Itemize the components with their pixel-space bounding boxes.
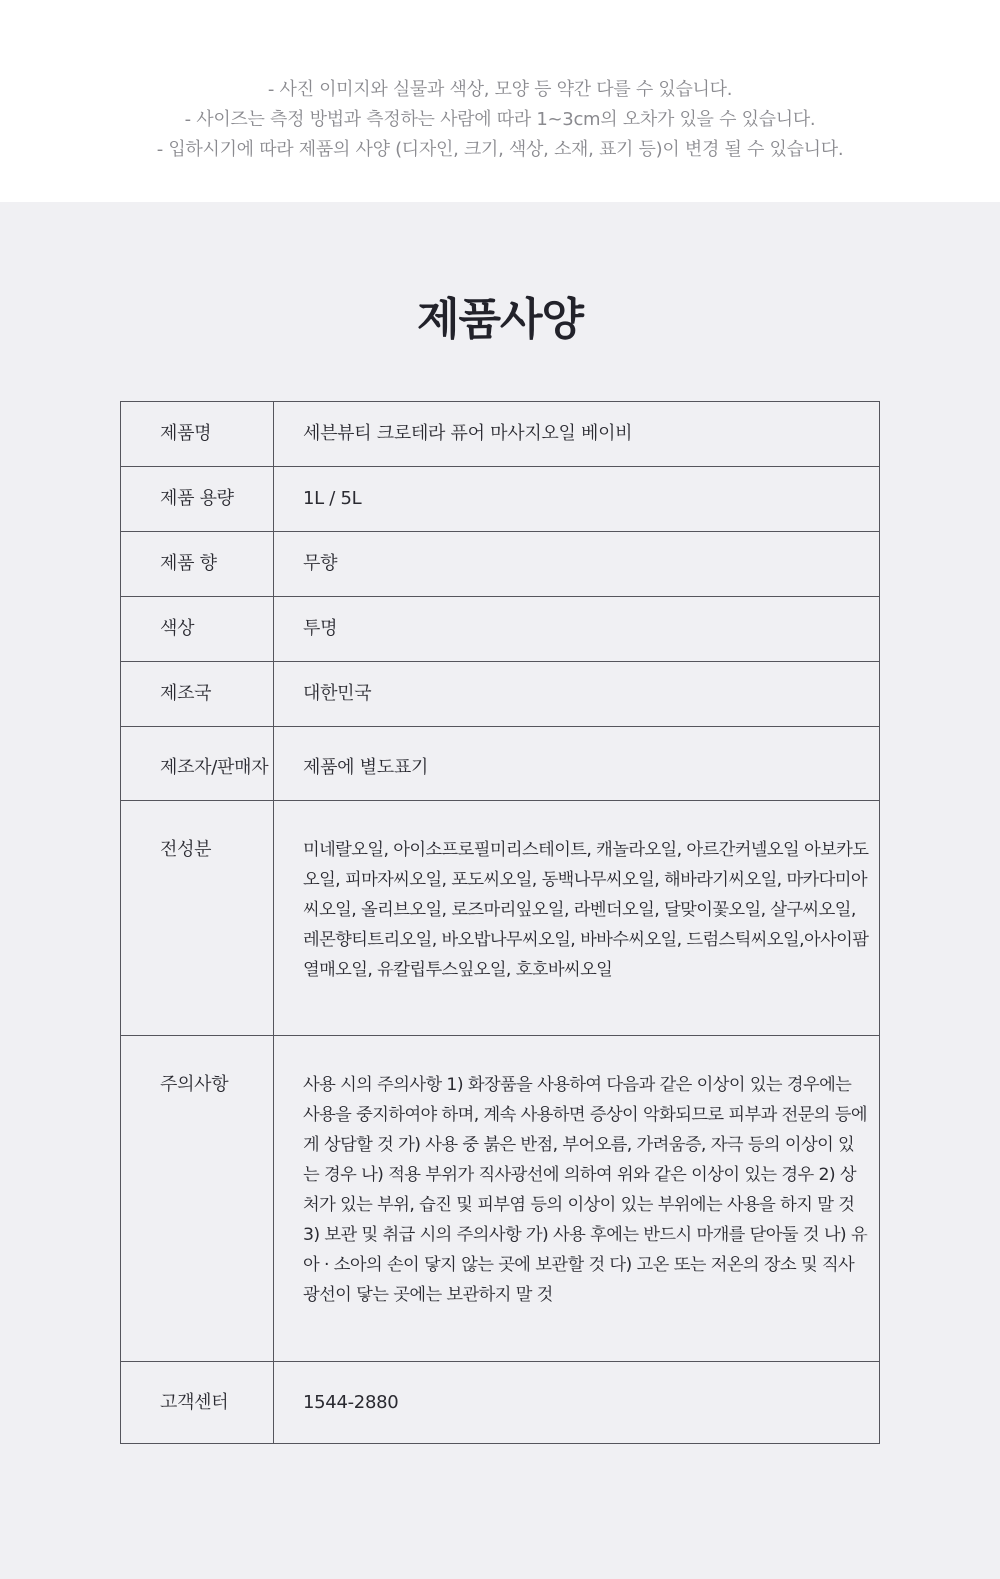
table-row (121, 1362, 880, 1444)
notice-line-spec-change: - 입하시기에 따라 제품의 사양 (디자인, 크기, 색상, 소재, 표기 등)이 변경 될 수 있습니다. (156, 139, 844, 160)
table-row (121, 532, 880, 597)
notice-line-size: - 사이즈는 측정 방법과 측정하는 사람에 따라 1~3cm의 오차가 있을 수 있습니다. (184, 109, 816, 130)
spec-label-scent: 제품 향 (121, 532, 274, 597)
spec-value-country: 대한민국 (274, 662, 880, 727)
spec-label-country: 제조국 (121, 662, 274, 727)
table-row (121, 1036, 880, 1362)
spec-table (120, 401, 880, 1444)
table-row (121, 597, 880, 662)
spec-value-customer-center: 1544-2880 (274, 1362, 880, 1444)
spec-label-precautions: 주의사항 (121, 1036, 274, 1362)
spec-value-volume: 1L / 5L (274, 467, 880, 532)
spec-label-product-name: 제품명 (121, 402, 274, 467)
table-row (121, 662, 880, 727)
table-row (121, 801, 880, 1036)
spec-value-color: 투명 (274, 597, 880, 662)
table-row (121, 727, 880, 801)
spec-value-product-name: 세븐뷰티 크로테라 퓨어 마사지오일 베이비 (274, 402, 880, 467)
table-row (121, 402, 880, 467)
spec-value-precautions: 사용 시의 주의사항 1) 화장품을 사용하여 다음과 같은 이상이 있는 경우에는 사용을 중지하여야 하며, 계속 사용하면 증상이 악화되므로 피부과 전문의 등에게 상담할 것 가) 사용 중 붉은 반점, 부어오름, 가려움증, 자극 등의 이상이 있는 경우 나) 적용 부위가 직사광선에 의하여 위와 같은 이상이 있는 경우 2) 상처가 있는 부위, 습진 및 피부염 등의 이상이 있는 부위에는 사용을 하지 말 것 3) 보관 및 취급 시의 주의사항 가) 사용 후에는 반드시 마개를 닫아둘 것 나) 유아 · 소아의 손이 닿지 않는 곳에 보관할 것 다) 고온 또는 저온의 장소 및 직사광선이 닿는 곳에는 보관하지 말 것 (274, 1036, 880, 1362)
spec-label-customer-center: 고객센터 (121, 1362, 274, 1444)
spec-label-manufacturer: 제조자/판매자 (121, 727, 274, 801)
spec-section (0, 202, 1000, 1579)
table-row (121, 467, 880, 532)
notice-line-photo: - 사진 이미지와 실물과 색상, 모양 등 약간 다를 수 있습니다. (267, 79, 733, 100)
spec-value-scent: 무향 (274, 532, 880, 597)
spec-label-ingredients: 전성분 (121, 801, 274, 1036)
spec-value-ingredients: 미네랄오일, 아이소프로필미리스테이트, 캐놀라오일, 아르간커넬오일 아보카도오일, 피마자씨오일, 포도씨오일, 동백나무씨오일, 해바라기씨오일, 마카다미아씨오일, 올리브오일, 로즈마리잎오일, 라벤더오일, 달맞이꽃오일, 살구씨오일, 레몬향티트리오일, 바오밥나무씨오일, 바바수씨오일, 드럼스틱씨오일,아사이팜열매오일, 유칼립투스잎오일, 호호바씨오일 (274, 801, 880, 1036)
spec-label-volume: 제품 용량 (121, 467, 274, 532)
spec-title: 제품사양 (416, 294, 583, 345)
notice-section (0, 0, 1000, 202)
spec-value-manufacturer: 제품에 별도표기 (274, 727, 880, 801)
spec-label-color: 색상 (121, 597, 274, 662)
